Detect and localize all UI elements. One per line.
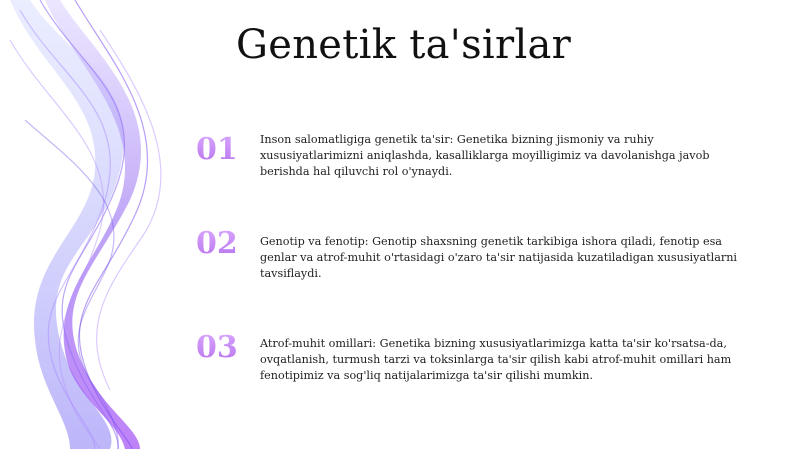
slide-title: Genetik ta'sirlar	[236, 22, 572, 68]
item-number: 03	[196, 330, 252, 365]
smoke-ribbon-decoration	[0, 0, 220, 449]
item-text: Atrof-muhit omillari: Genetika bizning xususiyatlarimizga katta ta'sir ko'rsatsa-da, ovqatlanish, turmush tarzi va toksinlarga ta'sir qilish kabi atrof-muhit omillari ham fenotipimiz va sog'liq natijalarimizga ta'sir qilishi mumkin.	[260, 337, 732, 382]
item-text: Genotip va fenotip: Genotip shaxsning genetik tarkibiga ishora qiladi, fenotip esa genlar va atrof-muhit o'rtasidagi o'zaro ta'sir natijasida kuzatiladigan xususiyatlarni tavsiflaydi.	[260, 235, 737, 280]
item-number: 01	[196, 132, 252, 167]
item-text: Inson salomatligiga genetik ta'sir: Genetika bizning jismoniy va ruhiy xususiyatlarimizni aniqlashda, kasalliklarga moyilligimiz va davolanishga javob berishda hal qiluvchi rol o'ynaydi.	[260, 133, 710, 178]
list-item	[196, 226, 756, 286]
item-number: 02	[196, 226, 252, 261]
list-item	[196, 330, 756, 390]
list-item	[196, 132, 756, 192]
